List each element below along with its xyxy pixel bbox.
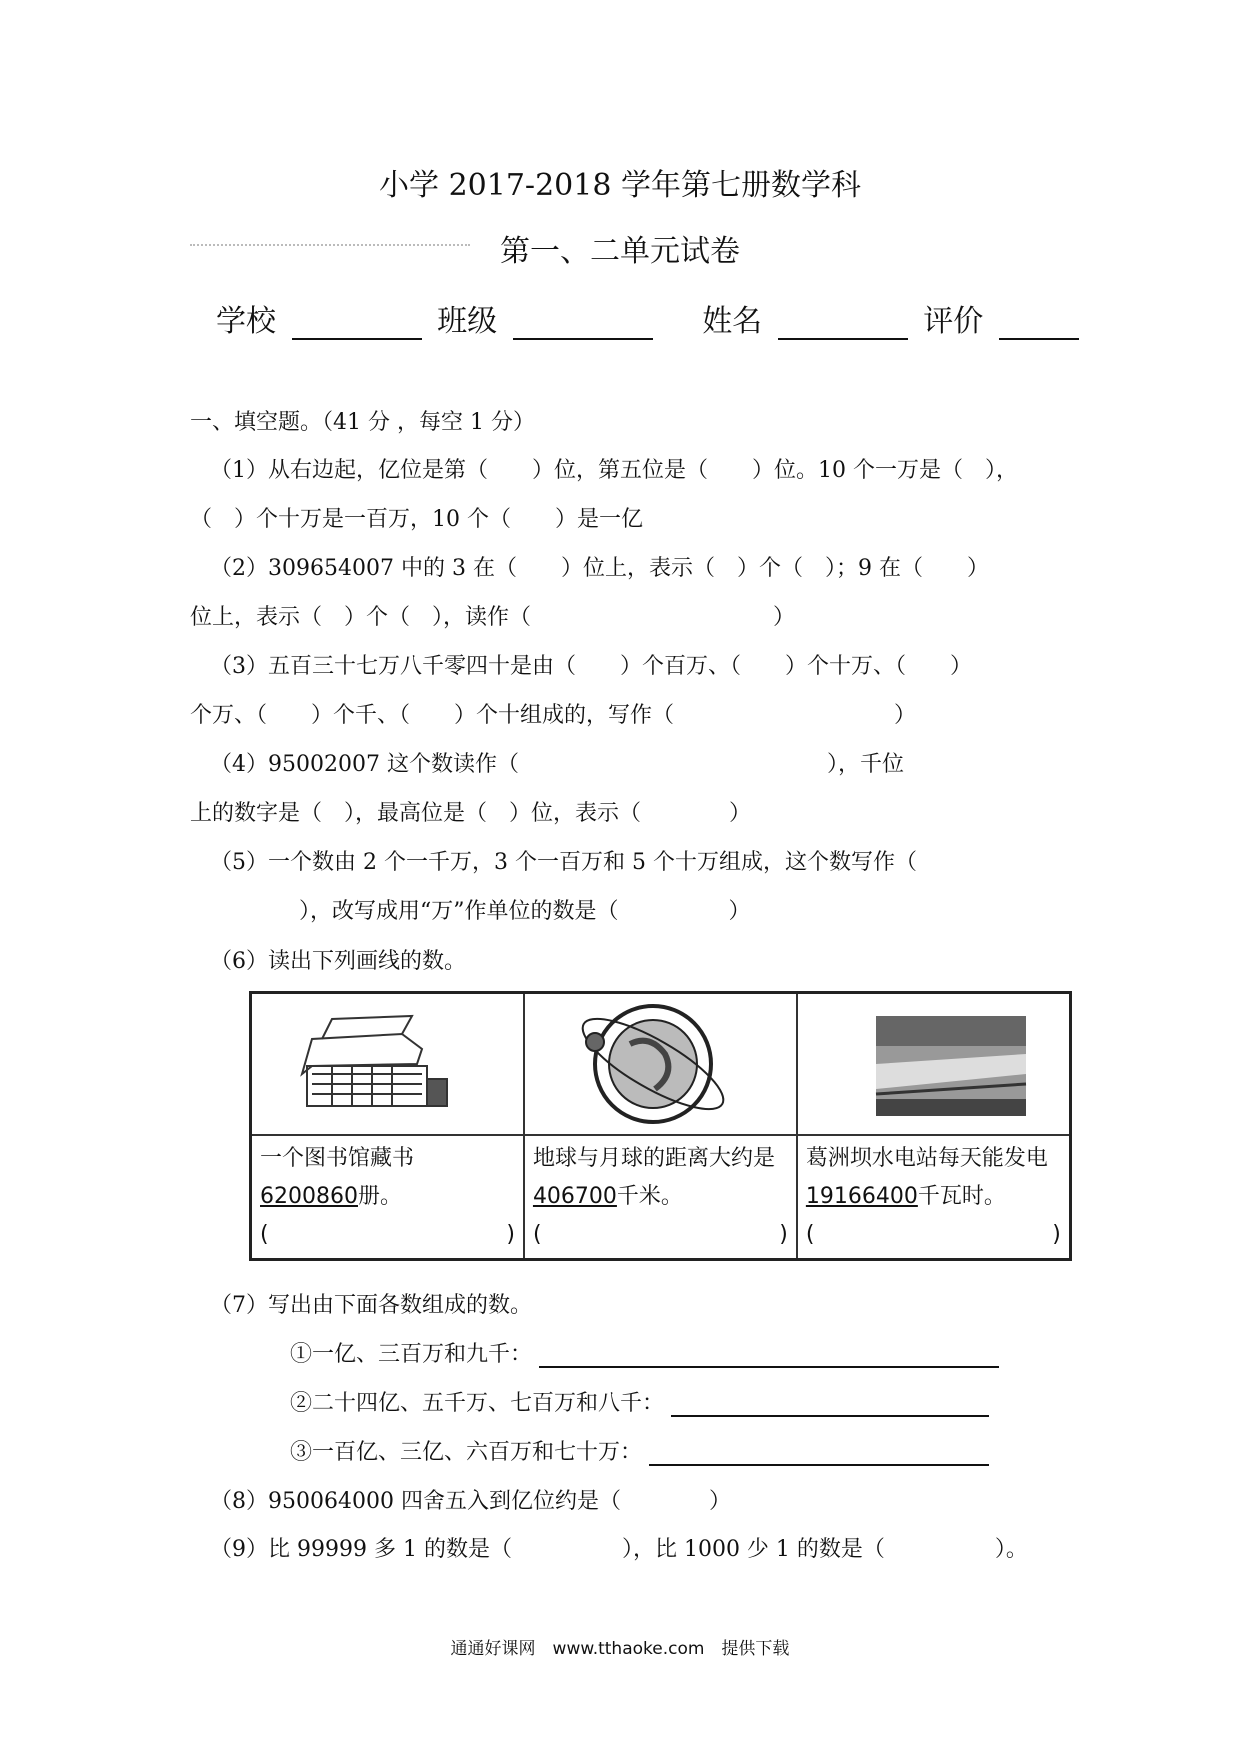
dam-photo-image bbox=[798, 994, 1069, 1136]
q5-line2: ），改写成用“万”作单位的数是（ ） bbox=[255, 899, 751, 924]
q6-number: 19166400 bbox=[805, 1184, 918, 1209]
grade-blank[interactable] bbox=[999, 310, 1079, 340]
footer-source: 通通好课网 www.tthaoke.com 提供下载 bbox=[450, 1639, 790, 1659]
q2-line2: 位上，表示（ ）个（ ），读作（ ） bbox=[190, 605, 796, 630]
q6-cell-dam bbox=[797, 993, 1070, 1260]
q1-line1: （1）从右边起，亿位是第（ ）位，第五位是（ ）位。10 个一万是（ ）， bbox=[210, 458, 1018, 483]
q6-text-b: 千米。 bbox=[616, 1184, 683, 1209]
q7-item-3-label: ③一百亿、三亿、六百万和七十万： bbox=[290, 1440, 643, 1465]
q3-line2: 个万、（ ）个千、（ ）个十组成的，写作（ ） bbox=[190, 703, 917, 728]
school-label: 学校 bbox=[216, 304, 276, 339]
student-info-row bbox=[216, 296, 1085, 340]
q7-item-2-answer-line[interactable] bbox=[671, 1393, 989, 1417]
name-blank[interactable] bbox=[778, 310, 908, 340]
q7-heading: （7）写出由下面各数组成的数。 bbox=[210, 1293, 532, 1318]
q6-text-a: 地球与月球的距离大约是 bbox=[532, 1146, 775, 1171]
q6-cell-library bbox=[251, 993, 524, 1260]
q6-text-b: 千瓦时。 bbox=[917, 1184, 1006, 1209]
q6-table bbox=[249, 991, 1072, 1261]
exam-subtitle: 第一、二单元试卷 bbox=[500, 234, 740, 269]
school-blank[interactable] bbox=[292, 310, 422, 340]
grade-label: 评价 bbox=[923, 304, 984, 339]
earth-moon-image bbox=[525, 994, 796, 1136]
q7-item-2-label: ②二十四亿、五千万、七百万和八千： bbox=[290, 1391, 665, 1416]
q7-item-1 bbox=[290, 1337, 999, 1368]
library-building-image bbox=[252, 994, 523, 1136]
q6-text-a: 葛洲坝水电站每天能发电 bbox=[805, 1146, 1048, 1171]
q6-cap-dam bbox=[798, 1136, 1069, 1258]
q6-cap-library bbox=[252, 1136, 523, 1258]
section1-heading: 一、填空题。（41 分 ，每空 1 分） bbox=[190, 410, 535, 435]
q2-line1: （2）309654007 中的 3 在（ ）位上，表示（ ）个（ ）；9 在（ ） bbox=[210, 556, 989, 581]
q6-text-a: 一个图书馆藏书 bbox=[260, 1146, 415, 1171]
q6-heading: （6）读出下列画线的数。 bbox=[210, 949, 466, 974]
q4-line2: 上的数字是（ ），最高位是（ ）位，表示（ ） bbox=[190, 801, 752, 826]
q6-answer-paren[interactable]: ( ) bbox=[532, 1222, 788, 1247]
q6-answer-paren[interactable]: ( ) bbox=[260, 1222, 515, 1247]
q1-line2: （ ）个十万是一百万，10 个（ ）是一亿 bbox=[190, 507, 643, 532]
q6-number: 406700 bbox=[532, 1184, 617, 1209]
q6-text-b: 册。 bbox=[357, 1184, 402, 1209]
q7-item-1-label: ①一亿、三百万和九千： bbox=[290, 1342, 533, 1367]
q6-cap-earth bbox=[525, 1136, 796, 1258]
q4-line1: （4）95002007 这个数读作（ ），千位 bbox=[210, 752, 904, 777]
q7-item-2 bbox=[290, 1386, 989, 1417]
q6-number: 6200860 bbox=[260, 1184, 358, 1209]
class-blank[interactable] bbox=[513, 310, 653, 340]
q7-item-3-answer-line[interactable] bbox=[649, 1442, 989, 1466]
q3-line1: （3）五百三十七万八千零四十是由（ ）个百万、（ ）个十万、（ ） bbox=[210, 654, 972, 679]
q7-item-1-answer-line[interactable] bbox=[539, 1344, 999, 1368]
q7-item-3 bbox=[290, 1435, 989, 1466]
q6-answer-paren[interactable]: ( ) bbox=[805, 1222, 1061, 1247]
q9: （9）比 99999 多 1 的数是（ ），比 1000 少 1 的数是（ ）。 bbox=[210, 1537, 1028, 1562]
q8: （8）950064000 四舍五入到亿位约是（ ） bbox=[210, 1489, 731, 1514]
name-label: 姓名 bbox=[702, 304, 763, 339]
exam-title: 小学 2017-2018 学年第七册数学科 bbox=[379, 168, 861, 203]
class-label: 班级 bbox=[437, 304, 498, 339]
q6-cell-earth-moon bbox=[524, 993, 797, 1260]
q5-line1: （5）一个数由 2 个一千万，3 个一百万和 5 个十万组成，这个数写作（ bbox=[210, 850, 983, 875]
